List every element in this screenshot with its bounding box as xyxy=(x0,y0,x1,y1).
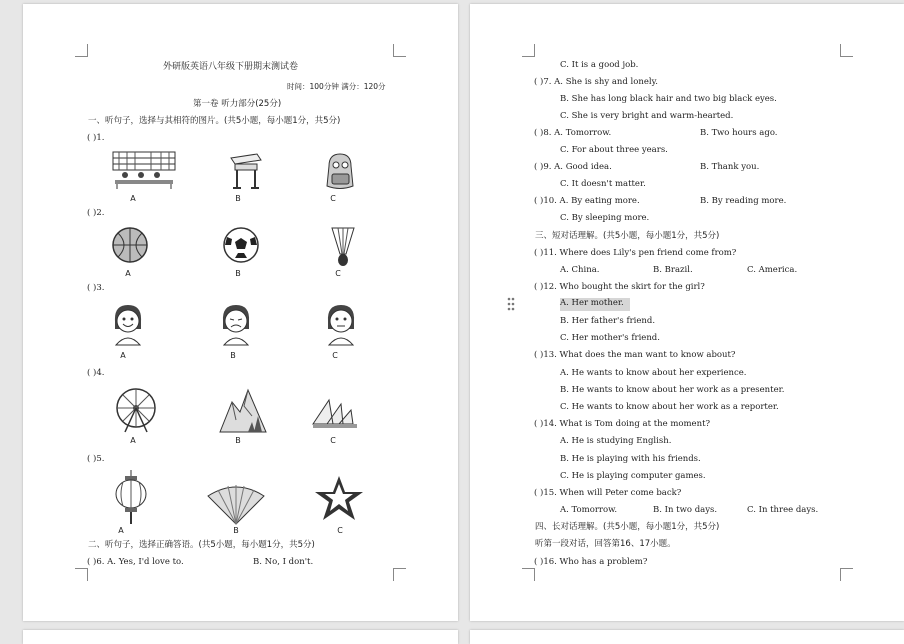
lantern-icon xyxy=(113,470,149,526)
question-15: ( )15. When will Peter come back? xyxy=(534,488,682,498)
crop-mark xyxy=(393,44,406,57)
option-label-b: B xyxy=(230,351,236,360)
question-11-option-c: C. America. xyxy=(747,265,798,275)
backpack-icon xyxy=(321,150,359,192)
question-6-option-b: B. No, I don't. xyxy=(253,557,314,567)
exam-title: 外研版英语八年级下册期末测试卷 xyxy=(163,62,299,72)
option-label-a: A xyxy=(125,269,131,278)
question-13: ( )13. What does the man want to know about? xyxy=(534,350,736,360)
question-13-option-a: A. He wants to know about her experience. xyxy=(560,368,747,378)
question-8-option-c: C. For about three years. xyxy=(560,145,668,155)
question-9-option-b: B. Thank you. xyxy=(700,162,760,172)
question-4: ( )4. xyxy=(87,368,105,378)
drag-handle-icon[interactable] xyxy=(506,296,516,312)
mountain-icon xyxy=(218,386,268,436)
question-12-option-c: C. Her mother's friend. xyxy=(560,333,660,343)
question-7: ( )7. A. She is shy and lonely. xyxy=(534,77,658,87)
part-title: 第一卷 听力部分(25分) xyxy=(193,99,282,109)
question-9: ( )9. A. Good idea. xyxy=(534,162,612,172)
option-label-b: B xyxy=(235,269,241,278)
question-10-option-c: C. By sleeping more. xyxy=(560,213,650,223)
page-2 xyxy=(470,4,904,621)
crop-mark xyxy=(522,44,535,57)
page-4 xyxy=(470,630,904,644)
question-14-option-a: A. He is studying English. xyxy=(560,436,672,446)
crop-mark xyxy=(393,568,406,581)
section-2-heading: 二、听句子，选择正确答语。(共5小题，每小题1分，共5分) xyxy=(88,540,315,550)
question-15-option-c: C. In three days. xyxy=(747,505,819,515)
section-1-heading: 一、听句子，选择与其相符的图片。(共5小题，每小题1分，共5分) xyxy=(88,116,341,126)
page-1 xyxy=(23,4,458,621)
question-13-option-b: B. He wants to know about her work as a presenter. xyxy=(560,385,785,395)
question-13-option-c: C. He wants to know about her work as a reporter. xyxy=(560,402,779,412)
dialog-instruction: 听第一段对话，回答第16、17小题。 xyxy=(535,539,676,549)
question-5: ( )5. xyxy=(87,454,105,464)
question-10-option-b: B. By reading more. xyxy=(700,196,787,206)
option-label-a: A xyxy=(130,194,136,203)
girl-crying-icon xyxy=(218,301,254,347)
kite-icon xyxy=(313,474,365,524)
question-15-option-b: B. In two days. xyxy=(653,505,718,515)
shuttlecock-icon xyxy=(328,224,358,268)
option-label-b: B xyxy=(233,526,239,535)
question-1: ( )1. xyxy=(87,133,105,143)
desk-icon xyxy=(227,150,263,190)
question-8: ( )8. A. Tomorrow. xyxy=(534,128,612,138)
crop-mark xyxy=(75,568,88,581)
question-15-option-a: A. Tomorrow. xyxy=(560,505,618,515)
question-3: ( )3. xyxy=(87,283,105,293)
question-11-option-a: A. China. xyxy=(560,265,600,275)
soccer-ball-icon xyxy=(221,225,261,265)
ferris-wheel-icon xyxy=(113,386,159,434)
basketball-icon xyxy=(110,225,150,265)
question-7-option-b: B. She has long black hair and two big black eyes. xyxy=(560,94,777,104)
folding-fan-icon xyxy=(206,484,266,526)
opera-house-icon xyxy=(311,394,359,430)
crop-mark xyxy=(522,568,535,581)
question-2: ( )2. xyxy=(87,208,105,218)
question-11-option-b: B. Brazil. xyxy=(653,265,693,275)
question-12-option-a-selected[interactable]: A. Her mother. xyxy=(560,298,630,311)
question-11: ( )11. Where does Lily's pen friend come from? xyxy=(534,248,737,258)
option-label-b: B xyxy=(235,436,241,445)
question-14-option-c: C. He is playing computer games. xyxy=(560,471,706,481)
question-10: ( )10. A. By eating more. xyxy=(534,196,640,206)
girl-thinking-icon xyxy=(323,301,359,347)
option-label-a: A xyxy=(118,526,124,535)
question-12-option-b: B. Her father's friend. xyxy=(560,316,656,326)
question-16: ( )16. Who has a problem? xyxy=(534,557,648,567)
crop-mark xyxy=(840,568,853,581)
question-7-option-c: C. She is very bright and warm-hearted. xyxy=(560,111,734,121)
question-14-option-b: B. He is playing with his friends. xyxy=(560,454,701,464)
exam-meta: 时间：100分钟 满分：120分 xyxy=(287,82,386,91)
q6-option-c: C. It is a good job. xyxy=(560,60,639,70)
section-3-heading: 三、短对话理解。(共5小题，每小题1分，共5分) xyxy=(535,231,720,241)
question-9-option-c: C. It doesn't matter. xyxy=(560,179,646,189)
option-label-a: A xyxy=(120,351,126,360)
question-6: ( )6. A. Yes, I'd love to. xyxy=(87,557,184,567)
crop-mark xyxy=(75,44,88,57)
girl-happy-icon xyxy=(110,301,146,347)
question-8-option-b: B. Two hours ago. xyxy=(700,128,778,138)
question-14: ( )14. What is Tom doing at the moment? xyxy=(534,419,711,429)
crop-mark xyxy=(840,44,853,57)
page-3 xyxy=(23,630,458,644)
option-label-c: C xyxy=(332,351,338,360)
option-label-b: B xyxy=(235,194,241,203)
option-label-c: C xyxy=(330,194,336,203)
library-icon xyxy=(111,150,177,190)
question-12: ( )12. Who bought the skirt for the girl? xyxy=(534,282,705,292)
option-label-c: C xyxy=(335,269,341,278)
section-4-heading: 四、长对话理解。(共5小题，每小题1分，共5分) xyxy=(535,522,720,532)
option-label-c: C xyxy=(337,526,343,535)
option-label-c: C xyxy=(330,436,336,445)
option-label-a: A xyxy=(130,436,136,445)
